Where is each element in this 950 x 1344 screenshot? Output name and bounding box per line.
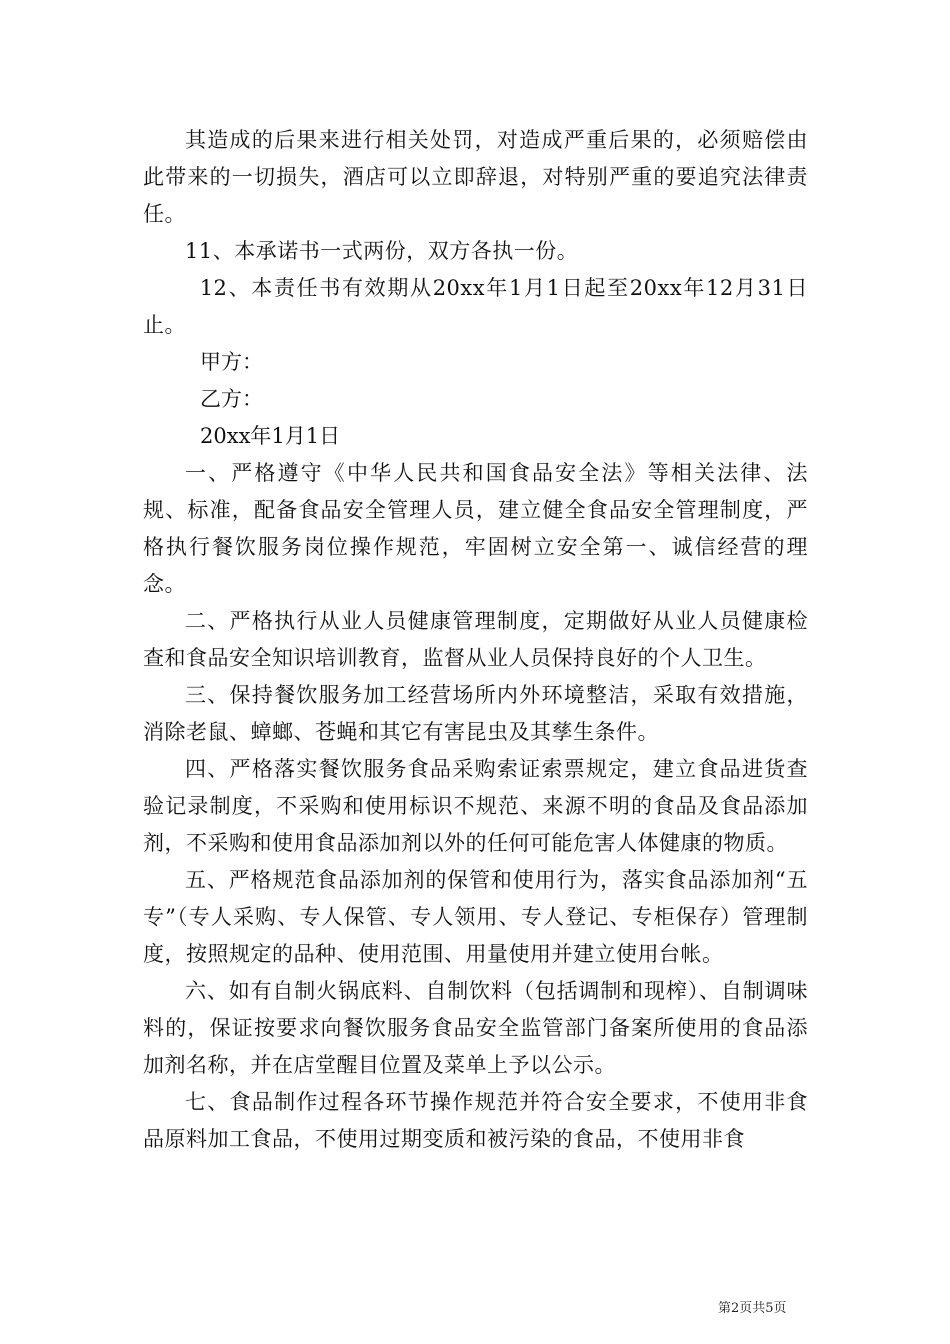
clause-4: 四、严格落实餐饮服务食品采购索证索票规定，建立食品进货查验记录制度，不采购和使用标识不规范、来源不明的食品及食品添加剂，不采购和使用食品添加剂以外的任何可能危害人体健康的物质。 — [143, 757, 808, 855]
signature-party-a: 甲方： — [200, 350, 263, 374]
page-number-footer: 第2页共5页 — [718, 1301, 787, 1316]
clause-2: 二、严格执行从业人员健康管理制度，定期做好从业人员健康检查和食品安全知识培训教育，监督从业人员保持良好的个人卫生。 — [143, 609, 808, 670]
paragraph-clause-11: 11、本承诺书一式两份，双方各执一份。 — [185, 239, 579, 263]
paragraph-clause-12: 12、本责任书有效期从20xx年1月1日起至20xx年12月31日止。 — [143, 276, 808, 337]
document-body — [143, 122, 808, 1158]
signature-date: 20xx年1月1日 — [200, 424, 341, 448]
clause-6: 六、如有自制火锅底料、自制饮料（包括调制和现榨）、自制调味料的，保证按要求向餐饮服务食品安全监管部门备案所使用的食品添加剂名称，并在店堂醒目位置及菜单上予以公示。 — [143, 979, 808, 1077]
paragraph-penalty-continuation: 其造成的后果来进行相关处罚，对造成严重后果的，必须赔偿由此带来的一切损失，酒店可以立即辞退，对特别严重的要追究法律责任。 — [143, 128, 808, 226]
clause-1: 一、严格遵守《中华人民共和国食品安全法》等相关法律、法规、标准，配备食品安全管理人员，建立健全食品安全管理制度，严格执行餐饮服务岗位操作规范，牢固树立安全第一、诚信经营的理念。 — [143, 461, 808, 596]
clause-3: 三、保持餐饮服务加工经营场所内外环境整洁，采取有效措施，消除老鼠、蟑螂、苍蝇和其它有害昆虫及其孳生条件。 — [143, 683, 808, 744]
clause-7: 七、食品制作过程各环节操作规范并符合安全要求，不使用非食品原料加工食品，不使用过期变质和被污染的食品，不使用非食 — [143, 1090, 808, 1151]
signature-party-b: 乙方： — [200, 387, 263, 411]
clause-5: 五、严格规范食品添加剂的保管和使用行为，落实食品添加剂“五专”（专人采购、专人保管、专人领用、专人登记、专柜保存）管理制度，按照规定的品种、使用范围、用量使用并建立使用台帐。 — [143, 868, 808, 966]
